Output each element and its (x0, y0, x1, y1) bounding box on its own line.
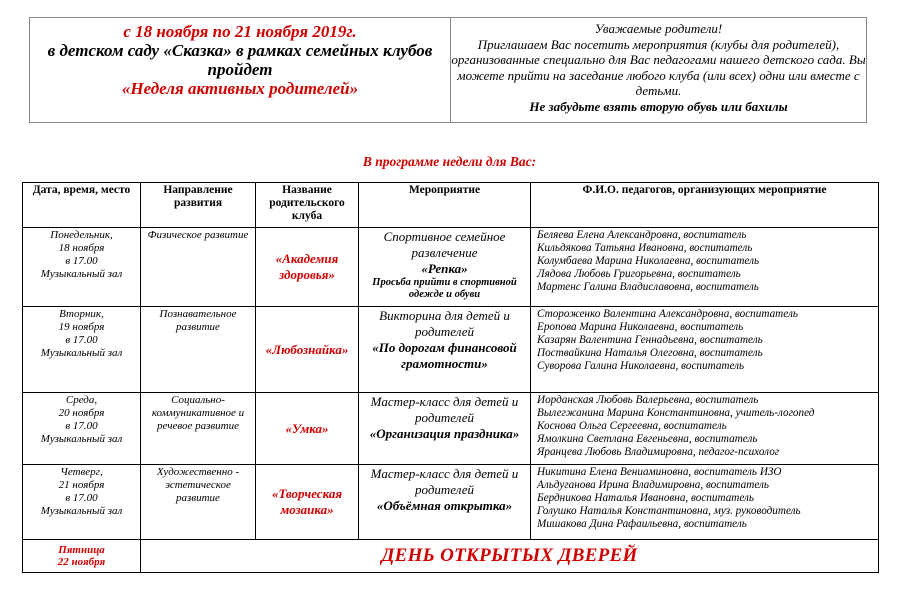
teacher: Голушко Наталья Константиновна, муз. руководитель (537, 505, 801, 517)
time: в 17.00 (65, 492, 98, 504)
event-cell (359, 307, 531, 393)
direction-cell: Художественно - эстетическое развитие (141, 465, 256, 540)
dates-line: с 18 ноября по 21 ноября 2019г. (123, 22, 357, 41)
teacher: Мартенс Галина Владиславовна, воспитатель (537, 281, 759, 293)
teacher: Вылегжанина Марина Константиновна, учитель-логопед (537, 407, 815, 419)
table-row (23, 393, 879, 465)
teacher: Коснова Ольга Сергеевна, воспитатель (537, 420, 727, 432)
teacher: Мишакова Дина Рафаильевна, воспитатель (537, 518, 747, 530)
event-type: Мастер-класс для детей и родителей (370, 394, 519, 425)
greeting: Уважаемые родители! (594, 21, 723, 36)
program-title: В программе недели для Вас: (362, 154, 537, 169)
day-date: 22 ноября (57, 556, 106, 568)
header-event: Мероприятие (359, 183, 531, 228)
teacher: Суворова Галина Николаевна, воспитатель (537, 360, 745, 372)
time: в 17.00 (65, 420, 98, 432)
day-date: 18 ноября (58, 242, 105, 254)
weekday: Вторник, (59, 308, 104, 320)
invite-paragraph: Приглашаем Вас посетить мероприятия (клубы для родителей), организованные специально для Вас педагогами нашего детского сада. Вы можете прийти на заседание любого клуба (или всех) одни или вместе с детьми. (451, 36, 866, 98)
date-cell (23, 228, 141, 307)
teacher: Ямолкина Светлана Евгеньевна, воспитатель (537, 433, 758, 445)
friday-date (23, 540, 141, 573)
teacher: Еропова Марина Николаевна, воспитатель (537, 321, 744, 333)
teachers-cell (531, 228, 879, 307)
event-name: «Организация праздника» (369, 426, 520, 441)
event-type: Мастер-класс для детей и родителей (370, 466, 519, 497)
club-name: «Творческая мозаика» (256, 465, 359, 540)
weekday: Пятница (58, 544, 105, 556)
announcement-header (29, 17, 867, 123)
place: Музыкальный зал (40, 347, 123, 359)
header-date: Дата, время, место (23, 183, 141, 228)
date-cell (23, 465, 141, 540)
teacher: Казарян Валентина Геннадьевна, воспитатель (537, 334, 763, 346)
event-type: Викторина для детей и родителей (379, 308, 510, 339)
teachers-cell (531, 307, 879, 393)
place: Музыкальный зал (40, 505, 123, 517)
week-name: «Неделя активных родителей» (121, 79, 359, 98)
teachers-cell (531, 393, 879, 465)
club-name: «Академия здоровья» (256, 228, 359, 307)
date-cell (23, 307, 141, 393)
teacher: Беляева Елена Александровна, воспитатель (537, 229, 747, 241)
club-name: «Любознайка» (256, 307, 359, 393)
teacher: Иорданская Любовь Валерьевна, воспитатель (537, 394, 759, 406)
date-cell (23, 393, 141, 465)
event-name: «Объёмная открытка» (376, 498, 513, 513)
time: в 17.00 (65, 334, 98, 346)
weekday: Среда, (65, 394, 98, 406)
header-direction: Направление развития (141, 183, 256, 228)
invitation-text (451, 18, 866, 122)
day-date: 20 ноября (58, 407, 105, 419)
teacher: Поствайкина Наталья Олеговна, воспитатель (537, 347, 763, 359)
teacher: Альдуганова Ирина Владимировна, воспитатель (537, 479, 769, 491)
event-name: «Репка» (421, 261, 468, 276)
time: в 17.00 (65, 255, 98, 267)
announcement-title (30, 18, 451, 122)
event-note: Просьба прийти в спортивной одежде и обуви (372, 277, 517, 300)
teacher: Лядова Любовь Григорьевна, воспитатель (537, 268, 741, 280)
weekday: Понедельник, (50, 229, 113, 241)
table-row (23, 228, 879, 307)
direction-cell: Социально-коммуникативное и речевое развитие (141, 393, 256, 465)
weekday: Четверг, (60, 466, 103, 478)
place: Музыкальный зал (40, 433, 123, 445)
schedule-table (22, 182, 879, 573)
event-cell (359, 393, 531, 465)
event-cell (359, 228, 531, 307)
day-date: 19 ноября (58, 321, 105, 333)
table-header-row (23, 183, 879, 228)
direction-cell: Познавательное развитие (141, 307, 256, 393)
teacher: Бердникова Наталья Ивановна, воспитатель (537, 492, 755, 504)
header-teachers: Ф.И.О. педагогов, организующих мероприятие (531, 183, 879, 228)
header-club: Название родительского клуба (256, 183, 359, 228)
teacher: Кильдякова Татьяна Ивановна, воспитатель (537, 242, 753, 254)
table-row (23, 307, 879, 393)
event-type: Спортивное семейное развлечение (383, 229, 506, 260)
teacher: Яранцева Любовь Владимировна, педагог-психолог (537, 446, 780, 458)
direction-cell: Физическое развитие (141, 228, 256, 307)
teachers-cell (531, 465, 879, 540)
open-doors-day: ДЕНЬ ОТКРЫТЫХ ДВЕРЕЙ (141, 540, 879, 573)
venue-line: в детском саду «Сказка» в рамках семейных клубов пройдет (47, 41, 433, 79)
teacher: Никитина Елена Вениаминовна, воспитатель ИЗО (537, 466, 782, 478)
teacher: Стороженко Валентина Александровна, воспитатель (537, 308, 798, 320)
event-cell (359, 465, 531, 540)
event-name: «По дорогам финансовой грамотности» (372, 340, 517, 371)
shoe-reminder: Не забудьте взять вторую обувь или бахилы (529, 98, 788, 114)
table-row (23, 465, 879, 540)
friday-row (23, 540, 879, 573)
teacher: Колумбаева Марина Николаевна, воспитатель (537, 255, 760, 267)
place: Музыкальный зал (40, 268, 123, 280)
day-date: 21 ноября (58, 479, 105, 491)
club-name: «Умка» (256, 393, 359, 465)
